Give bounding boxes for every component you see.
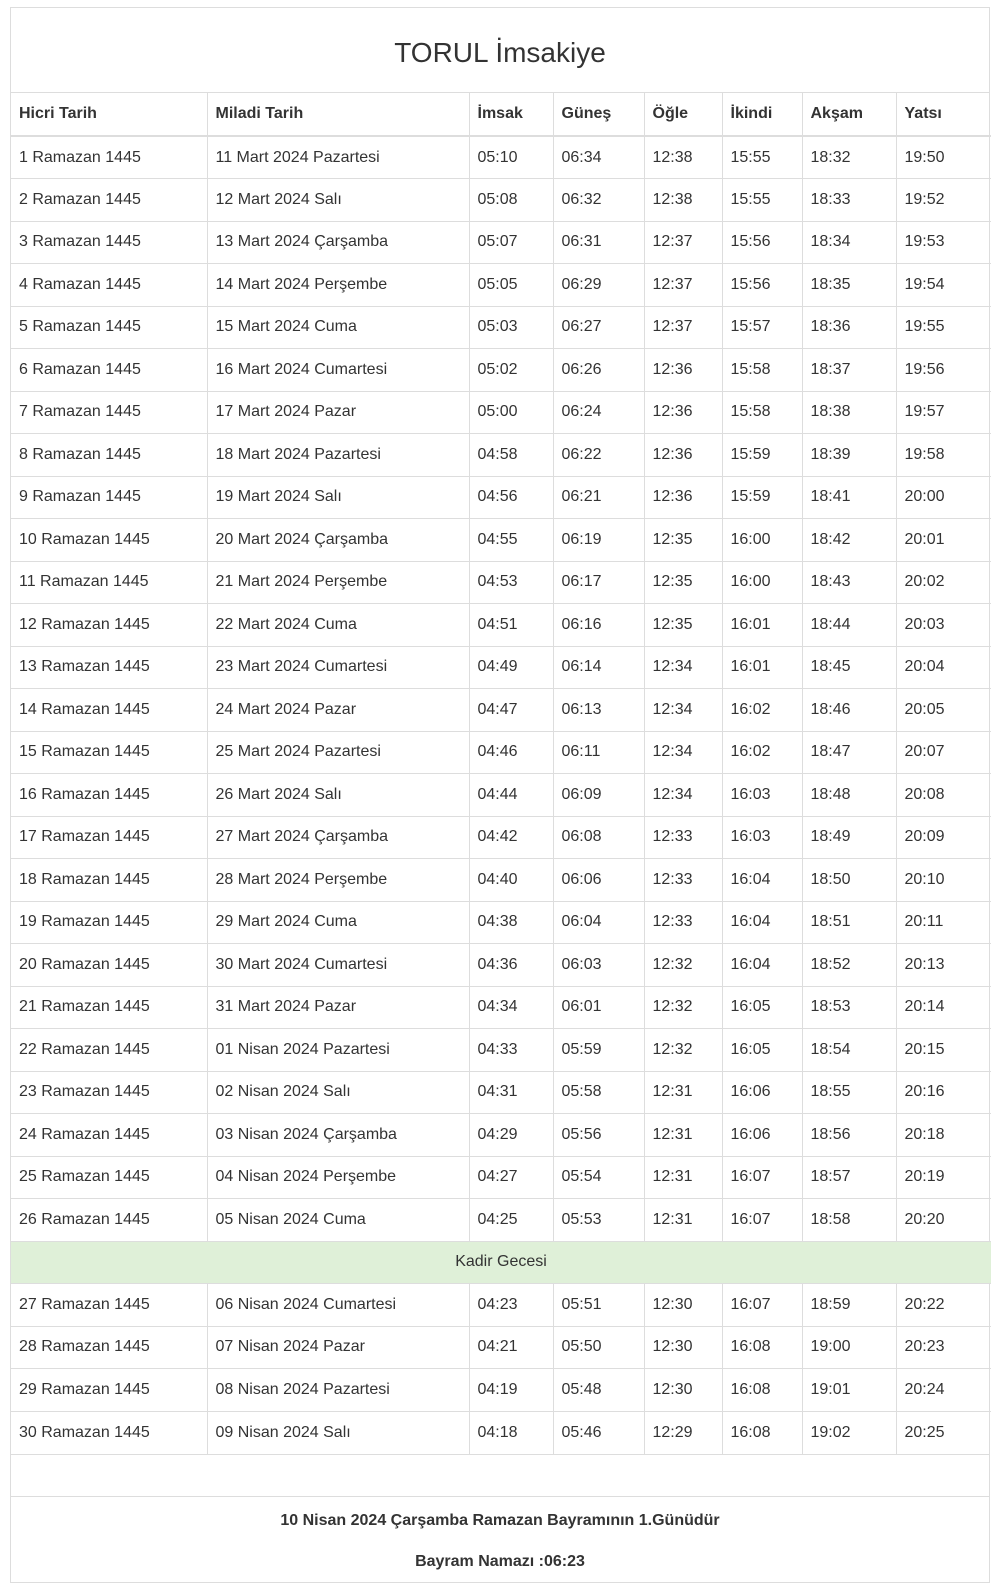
cell-gunes: 05:48 <box>553 1369 644 1412</box>
cell-aksam: 18:42 <box>802 519 896 562</box>
cell-ikindi: 16:08 <box>722 1369 802 1412</box>
cell-ogle: 12:35 <box>644 604 722 647</box>
table-row <box>11 221 991 264</box>
cell-gunes: 06:32 <box>553 179 644 222</box>
cell-miladi-tarih: 13 Mart 2024 Çarşamba <box>207 221 469 264</box>
cell-yatsi: 20:18 <box>896 1114 991 1157</box>
cell-ogle: 12:34 <box>644 689 722 732</box>
cell-imsak: 04:51 <box>469 604 553 647</box>
cell-aksam: 18:49 <box>802 816 896 859</box>
cell-aksam: 18:43 <box>802 561 896 604</box>
table-row <box>11 264 991 307</box>
cell-aksam: 18:38 <box>802 391 896 434</box>
bayram-info: 10 Nisan 2024 Çarşamba Ramazan Bayramının 1.Günüdür <box>280 1512 720 1529</box>
cell-hicri-tarih: 10 Ramazan 1445 <box>11 519 207 562</box>
table-row <box>11 944 991 987</box>
cell-gunes: 05:59 <box>553 1029 644 1072</box>
cell-ogle: 12:33 <box>644 859 722 902</box>
cell-hicri-tarih: 1 Ramazan 1445 <box>11 136 207 179</box>
cell-gunes: 06:03 <box>553 944 644 987</box>
cell-hicri-tarih: 12 Ramazan 1445 <box>11 604 207 647</box>
cell-hicri-tarih: 30 Ramazan 1445 <box>11 1411 207 1454</box>
cell-imsak: 05:08 <box>469 179 553 222</box>
header-ogle: Öğle <box>644 93 722 136</box>
cell-gunes: 06:08 <box>553 816 644 859</box>
cell-yatsi: 20:04 <box>896 646 991 689</box>
cell-ikindi: 16:05 <box>722 1029 802 1072</box>
cell-miladi-tarih: 25 Mart 2024 Pazartesi <box>207 731 469 774</box>
cell-yatsi: 20:20 <box>896 1199 991 1242</box>
cell-gunes: 06:13 <box>553 689 644 732</box>
cell-yatsi: 20:01 <box>896 519 991 562</box>
cell-ogle: 12:36 <box>644 391 722 434</box>
table-row <box>11 1199 991 1242</box>
cell-yatsi: 19:55 <box>896 306 991 349</box>
cell-ikindi: 16:08 <box>722 1326 802 1369</box>
cell-yatsi: 20:13 <box>896 944 991 987</box>
cell-ikindi: 16:03 <box>722 816 802 859</box>
cell-ikindi: 15:59 <box>722 434 802 477</box>
table-row <box>11 646 991 689</box>
cell-imsak: 04:19 <box>469 1369 553 1412</box>
cell-miladi-tarih: 28 Mart 2024 Perşembe <box>207 859 469 902</box>
cell-hicri-tarih: 28 Ramazan 1445 <box>11 1326 207 1369</box>
cell-hicri-tarih: 14 Ramazan 1445 <box>11 689 207 732</box>
cell-yatsi: 19:50 <box>896 136 991 179</box>
cell-miladi-tarih: 07 Nisan 2024 Pazar <box>207 1326 469 1369</box>
cell-aksam: 18:46 <box>802 689 896 732</box>
table-row <box>11 604 991 647</box>
cell-imsak: 04:58 <box>469 434 553 477</box>
cell-imsak: 04:56 <box>469 476 553 519</box>
cell-yatsi: 19:58 <box>896 434 991 477</box>
cell-gunes: 05:54 <box>553 1156 644 1199</box>
header-hicri-tarih: Hicri Tarih <box>11 93 207 136</box>
cell-hicri-tarih: 18 Ramazan 1445 <box>11 859 207 902</box>
cell-imsak: 04:18 <box>469 1411 553 1454</box>
cell-miladi-tarih: 14 Mart 2024 Perşembe <box>207 264 469 307</box>
cell-hicri-tarih: 23 Ramazan 1445 <box>11 1071 207 1114</box>
cell-aksam: 18:36 <box>802 306 896 349</box>
cell-hicri-tarih: 3 Ramazan 1445 <box>11 221 207 264</box>
table-row <box>11 561 991 604</box>
table-row <box>11 689 991 732</box>
cell-aksam: 18:54 <box>802 1029 896 1072</box>
cell-ikindi: 16:04 <box>722 859 802 902</box>
cell-ikindi: 15:55 <box>722 179 802 222</box>
cell-imsak: 05:03 <box>469 306 553 349</box>
cell-imsak: 05:00 <box>469 391 553 434</box>
cell-ogle: 12:33 <box>644 816 722 859</box>
cell-ikindi: 16:01 <box>722 646 802 689</box>
cell-miladi-tarih: 27 Mart 2024 Çarşamba <box>207 816 469 859</box>
cell-aksam: 18:48 <box>802 774 896 817</box>
cell-aksam: 18:37 <box>802 349 896 392</box>
cell-gunes: 06:01 <box>553 986 644 1029</box>
cell-ogle: 12:35 <box>644 519 722 562</box>
cell-yatsi: 20:19 <box>896 1156 991 1199</box>
cell-aksam: 18:44 <box>802 604 896 647</box>
cell-miladi-tarih: 24 Mart 2024 Pazar <box>207 689 469 732</box>
cell-miladi-tarih: 26 Mart 2024 Salı <box>207 774 469 817</box>
imsakiye-panel <box>10 7 990 1583</box>
cell-imsak: 04:31 <box>469 1071 553 1114</box>
cell-miladi-tarih: 08 Nisan 2024 Pazartesi <box>207 1369 469 1412</box>
cell-aksam: 18:51 <box>802 901 896 944</box>
cell-hicri-tarih: 24 Ramazan 1445 <box>11 1114 207 1157</box>
cell-imsak: 04:27 <box>469 1156 553 1199</box>
cell-hicri-tarih: 2 Ramazan 1445 <box>11 179 207 222</box>
footer <box>11 1496 989 1587</box>
table-row <box>11 901 991 944</box>
cell-hicri-tarih: 16 Ramazan 1445 <box>11 774 207 817</box>
cell-hicri-tarih: 19 Ramazan 1445 <box>11 901 207 944</box>
imsakiye-table <box>11 93 991 1454</box>
cell-yatsi: 19:56 <box>896 349 991 392</box>
kadir-gecesi-label: Kadir Gecesi <box>11 1241 991 1284</box>
cell-ogle: 12:33 <box>644 901 722 944</box>
cell-gunes: 06:11 <box>553 731 644 774</box>
cell-yatsi: 20:14 <box>896 986 991 1029</box>
cell-ikindi: 15:56 <box>722 264 802 307</box>
cell-ogle: 12:36 <box>644 476 722 519</box>
table-row <box>11 349 991 392</box>
cell-imsak: 04:23 <box>469 1284 553 1327</box>
cell-miladi-tarih: 29 Mart 2024 Cuma <box>207 901 469 944</box>
cell-yatsi: 20:02 <box>896 561 991 604</box>
kadir-gecesi-row <box>11 1241 991 1284</box>
cell-ikindi: 15:57 <box>722 306 802 349</box>
cell-gunes: 05:46 <box>553 1411 644 1454</box>
cell-ogle: 12:32 <box>644 944 722 987</box>
cell-gunes: 05:58 <box>553 1071 644 1114</box>
cell-ikindi: 15:56 <box>722 221 802 264</box>
cell-gunes: 06:26 <box>553 349 644 392</box>
cell-yatsi: 20:07 <box>896 731 991 774</box>
header-miladi-tarih: Miladi Tarih <box>207 93 469 136</box>
cell-ikindi: 16:01 <box>722 604 802 647</box>
cell-ogle: 12:35 <box>644 561 722 604</box>
cell-hicri-tarih: 4 Ramazan 1445 <box>11 264 207 307</box>
cell-hicri-tarih: 15 Ramazan 1445 <box>11 731 207 774</box>
cell-gunes: 06:29 <box>553 264 644 307</box>
cell-miladi-tarih: 18 Mart 2024 Pazartesi <box>207 434 469 477</box>
cell-yatsi: 20:08 <box>896 774 991 817</box>
table-row <box>11 1156 991 1199</box>
cell-aksam: 18:34 <box>802 221 896 264</box>
header-ikindi: İkindi <box>722 93 802 136</box>
table-row <box>11 816 991 859</box>
cell-aksam: 18:58 <box>802 1199 896 1242</box>
cell-aksam: 18:32 <box>802 136 896 179</box>
cell-imsak: 04:21 <box>469 1326 553 1369</box>
cell-ikindi: 16:08 <box>722 1411 802 1454</box>
cell-gunes: 06:21 <box>553 476 644 519</box>
cell-miladi-tarih: 20 Mart 2024 Çarşamba <box>207 519 469 562</box>
cell-hicri-tarih: 5 Ramazan 1445 <box>11 306 207 349</box>
cell-ikindi: 16:00 <box>722 519 802 562</box>
cell-hicri-tarih: 27 Ramazan 1445 <box>11 1284 207 1327</box>
cell-aksam: 18:55 <box>802 1071 896 1114</box>
cell-imsak: 04:36 <box>469 944 553 987</box>
cell-yatsi: 20:25 <box>896 1411 991 1454</box>
cell-gunes: 05:53 <box>553 1199 644 1242</box>
cell-yatsi: 20:03 <box>896 604 991 647</box>
cell-aksam: 19:00 <box>802 1326 896 1369</box>
cell-yatsi: 20:16 <box>896 1071 991 1114</box>
cell-aksam: 19:02 <box>802 1411 896 1454</box>
cell-imsak: 04:53 <box>469 561 553 604</box>
cell-gunes: 06:14 <box>553 646 644 689</box>
cell-yatsi: 19:53 <box>896 221 991 264</box>
header-imsak: İmsak <box>469 93 553 136</box>
cell-ogle: 12:29 <box>644 1411 722 1454</box>
cell-miladi-tarih: 05 Nisan 2024 Cuma <box>207 1199 469 1242</box>
cell-ogle: 12:32 <box>644 986 722 1029</box>
cell-aksam: 18:45 <box>802 646 896 689</box>
cell-gunes: 05:56 <box>553 1114 644 1157</box>
cell-miladi-tarih: 23 Mart 2024 Cumartesi <box>207 646 469 689</box>
cell-gunes: 06:24 <box>553 391 644 434</box>
cell-miladi-tarih: 19 Mart 2024 Salı <box>207 476 469 519</box>
cell-imsak: 04:33 <box>469 1029 553 1072</box>
cell-ikindi: 15:58 <box>722 349 802 392</box>
cell-hicri-tarih: 9 Ramazan 1445 <box>11 476 207 519</box>
cell-yatsi: 20:11 <box>896 901 991 944</box>
cell-gunes: 06:04 <box>553 901 644 944</box>
cell-imsak: 04:25 <box>469 1199 553 1242</box>
cell-ogle: 12:37 <box>644 306 722 349</box>
cell-imsak: 05:02 <box>469 349 553 392</box>
cell-aksam: 19:01 <box>802 1369 896 1412</box>
cell-ikindi: 16:04 <box>722 901 802 944</box>
cell-ogle: 12:36 <box>644 349 722 392</box>
cell-hicri-tarih: 11 Ramazan 1445 <box>11 561 207 604</box>
table-row <box>11 731 991 774</box>
cell-aksam: 18:56 <box>802 1114 896 1157</box>
cell-yatsi: 20:22 <box>896 1284 991 1327</box>
cell-ogle: 12:30 <box>644 1284 722 1327</box>
cell-aksam: 18:39 <box>802 434 896 477</box>
cell-gunes: 05:51 <box>553 1284 644 1327</box>
cell-gunes: 06:16 <box>553 604 644 647</box>
cell-hicri-tarih: 8 Ramazan 1445 <box>11 434 207 477</box>
cell-miladi-tarih: 11 Mart 2024 Pazartesi <box>207 136 469 179</box>
table-row <box>11 1369 991 1412</box>
table-body <box>11 136 991 1454</box>
cell-miladi-tarih: 31 Mart 2024 Pazar <box>207 986 469 1029</box>
cell-miladi-tarih: 03 Nisan 2024 Çarşamba <box>207 1114 469 1157</box>
cell-ikindi: 16:07 <box>722 1199 802 1242</box>
table-row <box>11 1071 991 1114</box>
table-row <box>11 434 991 477</box>
cell-aksam: 18:33 <box>802 179 896 222</box>
cell-gunes: 06:09 <box>553 774 644 817</box>
cell-miladi-tarih: 06 Nisan 2024 Cumartesi <box>207 1284 469 1327</box>
cell-ogle: 12:34 <box>644 774 722 817</box>
table-row <box>11 1029 991 1072</box>
cell-yatsi: 20:24 <box>896 1369 991 1412</box>
cell-ikindi: 15:58 <box>722 391 802 434</box>
header-gunes: Güneş <box>553 93 644 136</box>
cell-miladi-tarih: 02 Nisan 2024 Salı <box>207 1071 469 1114</box>
cell-ogle: 12:37 <box>644 264 722 307</box>
cell-aksam: 18:41 <box>802 476 896 519</box>
cell-imsak: 04:34 <box>469 986 553 1029</box>
cell-hicri-tarih: 21 Ramazan 1445 <box>11 986 207 1029</box>
cell-ogle: 12:31 <box>644 1199 722 1242</box>
cell-ogle: 12:31 <box>644 1156 722 1199</box>
cell-ikindi: 16:00 <box>722 561 802 604</box>
cell-yatsi: 20:23 <box>896 1326 991 1369</box>
cell-ikindi: 16:04 <box>722 944 802 987</box>
cell-gunes: 06:17 <box>553 561 644 604</box>
cell-hicri-tarih: 17 Ramazan 1445 <box>11 816 207 859</box>
cell-ikindi: 16:07 <box>722 1284 802 1327</box>
cell-aksam: 18:52 <box>802 944 896 987</box>
footer-spacer <box>11 1454 989 1496</box>
cell-yatsi: 19:52 <box>896 179 991 222</box>
table-row <box>11 859 991 902</box>
cell-imsak: 05:10 <box>469 136 553 179</box>
cell-miladi-tarih: 17 Mart 2024 Pazar <box>207 391 469 434</box>
cell-imsak: 05:07 <box>469 221 553 264</box>
cell-ogle: 12:32 <box>644 1029 722 1072</box>
cell-hicri-tarih: 29 Ramazan 1445 <box>11 1369 207 1412</box>
cell-aksam: 18:53 <box>802 986 896 1029</box>
cell-hicri-tarih: 6 Ramazan 1445 <box>11 349 207 392</box>
cell-imsak: 04:47 <box>469 689 553 732</box>
cell-ogle: 12:37 <box>644 221 722 264</box>
cell-miladi-tarih: 22 Mart 2024 Cuma <box>207 604 469 647</box>
cell-yatsi: 19:57 <box>896 391 991 434</box>
table-row <box>11 391 991 434</box>
cell-aksam: 18:50 <box>802 859 896 902</box>
table-row <box>11 1326 991 1369</box>
cell-miladi-tarih: 16 Mart 2024 Cumartesi <box>207 349 469 392</box>
cell-aksam: 18:59 <box>802 1284 896 1327</box>
cell-miladi-tarih: 30 Mart 2024 Cumartesi <box>207 944 469 987</box>
cell-ogle: 12:34 <box>644 646 722 689</box>
cell-imsak: 04:29 <box>469 1114 553 1157</box>
cell-yatsi: 20:00 <box>896 476 991 519</box>
cell-gunes: 05:50 <box>553 1326 644 1369</box>
table-header-row <box>11 93 991 136</box>
cell-gunes: 06:34 <box>553 136 644 179</box>
table-row <box>11 306 991 349</box>
cell-gunes: 06:31 <box>553 221 644 264</box>
cell-miladi-tarih: 12 Mart 2024 Salı <box>207 179 469 222</box>
cell-imsak: 05:05 <box>469 264 553 307</box>
cell-ogle: 12:38 <box>644 179 722 222</box>
cell-miladi-tarih: 04 Nisan 2024 Perşembe <box>207 1156 469 1199</box>
cell-imsak: 04:40 <box>469 859 553 902</box>
table-row <box>11 519 991 562</box>
cell-imsak: 04:42 <box>469 816 553 859</box>
table-row <box>11 179 991 222</box>
cell-ikindi: 15:55 <box>722 136 802 179</box>
cell-miladi-tarih: 21 Mart 2024 Perşembe <box>207 561 469 604</box>
cell-ogle: 12:36 <box>644 434 722 477</box>
cell-hicri-tarih: 13 Ramazan 1445 <box>11 646 207 689</box>
cell-ikindi: 16:07 <box>722 1156 802 1199</box>
cell-ogle: 12:31 <box>644 1114 722 1157</box>
cell-ikindi: 16:02 <box>722 689 802 732</box>
table-row <box>11 476 991 519</box>
cell-ogle: 12:34 <box>644 731 722 774</box>
cell-ogle: 12:30 <box>644 1326 722 1369</box>
cell-gunes: 06:22 <box>553 434 644 477</box>
cell-ogle: 12:38 <box>644 136 722 179</box>
cell-ikindi: 16:06 <box>722 1071 802 1114</box>
cell-aksam: 18:47 <box>802 731 896 774</box>
cell-imsak: 04:49 <box>469 646 553 689</box>
header-aksam: Akşam <box>802 93 896 136</box>
cell-hicri-tarih: 20 Ramazan 1445 <box>11 944 207 987</box>
cell-yatsi: 20:09 <box>896 816 991 859</box>
table-row <box>11 986 991 1029</box>
bayram-namazi: Bayram Namazı :06:23 <box>415 1553 585 1570</box>
table-row <box>11 1284 991 1327</box>
cell-yatsi: 20:05 <box>896 689 991 732</box>
table-row <box>11 774 991 817</box>
cell-ikindi: 15:59 <box>722 476 802 519</box>
cell-imsak: 04:44 <box>469 774 553 817</box>
cell-ikindi: 16:03 <box>722 774 802 817</box>
cell-yatsi: 20:10 <box>896 859 991 902</box>
table-row <box>11 1114 991 1157</box>
cell-miladi-tarih: 09 Nisan 2024 Salı <box>207 1411 469 1454</box>
cell-hicri-tarih: 25 Ramazan 1445 <box>11 1156 207 1199</box>
cell-yatsi: 19:54 <box>896 264 991 307</box>
cell-hicri-tarih: 7 Ramazan 1445 <box>11 391 207 434</box>
cell-ikindi: 16:02 <box>722 731 802 774</box>
cell-gunes: 06:06 <box>553 859 644 902</box>
header-yatsi: Yatsı <box>896 93 991 136</box>
cell-ogle: 12:31 <box>644 1071 722 1114</box>
cell-gunes: 06:19 <box>553 519 644 562</box>
cell-imsak: 04:46 <box>469 731 553 774</box>
cell-imsak: 04:55 <box>469 519 553 562</box>
table-row <box>11 1411 991 1454</box>
cell-imsak: 04:38 <box>469 901 553 944</box>
cell-miladi-tarih: 15 Mart 2024 Cuma <box>207 306 469 349</box>
cell-ikindi: 16:05 <box>722 986 802 1029</box>
cell-ogle: 12:30 <box>644 1369 722 1412</box>
cell-yatsi: 20:15 <box>896 1029 991 1072</box>
cell-gunes: 06:27 <box>553 306 644 349</box>
cell-hicri-tarih: 22 Ramazan 1445 <box>11 1029 207 1072</box>
cell-miladi-tarih: 01 Nisan 2024 Pazartesi <box>207 1029 469 1072</box>
page-title: TORUL İmsakiye <box>11 8 989 93</box>
cell-ikindi: 16:06 <box>722 1114 802 1157</box>
table-row <box>11 136 991 179</box>
cell-aksam: 18:57 <box>802 1156 896 1199</box>
cell-hicri-tarih: 26 Ramazan 1445 <box>11 1199 207 1242</box>
cell-aksam: 18:35 <box>802 264 896 307</box>
